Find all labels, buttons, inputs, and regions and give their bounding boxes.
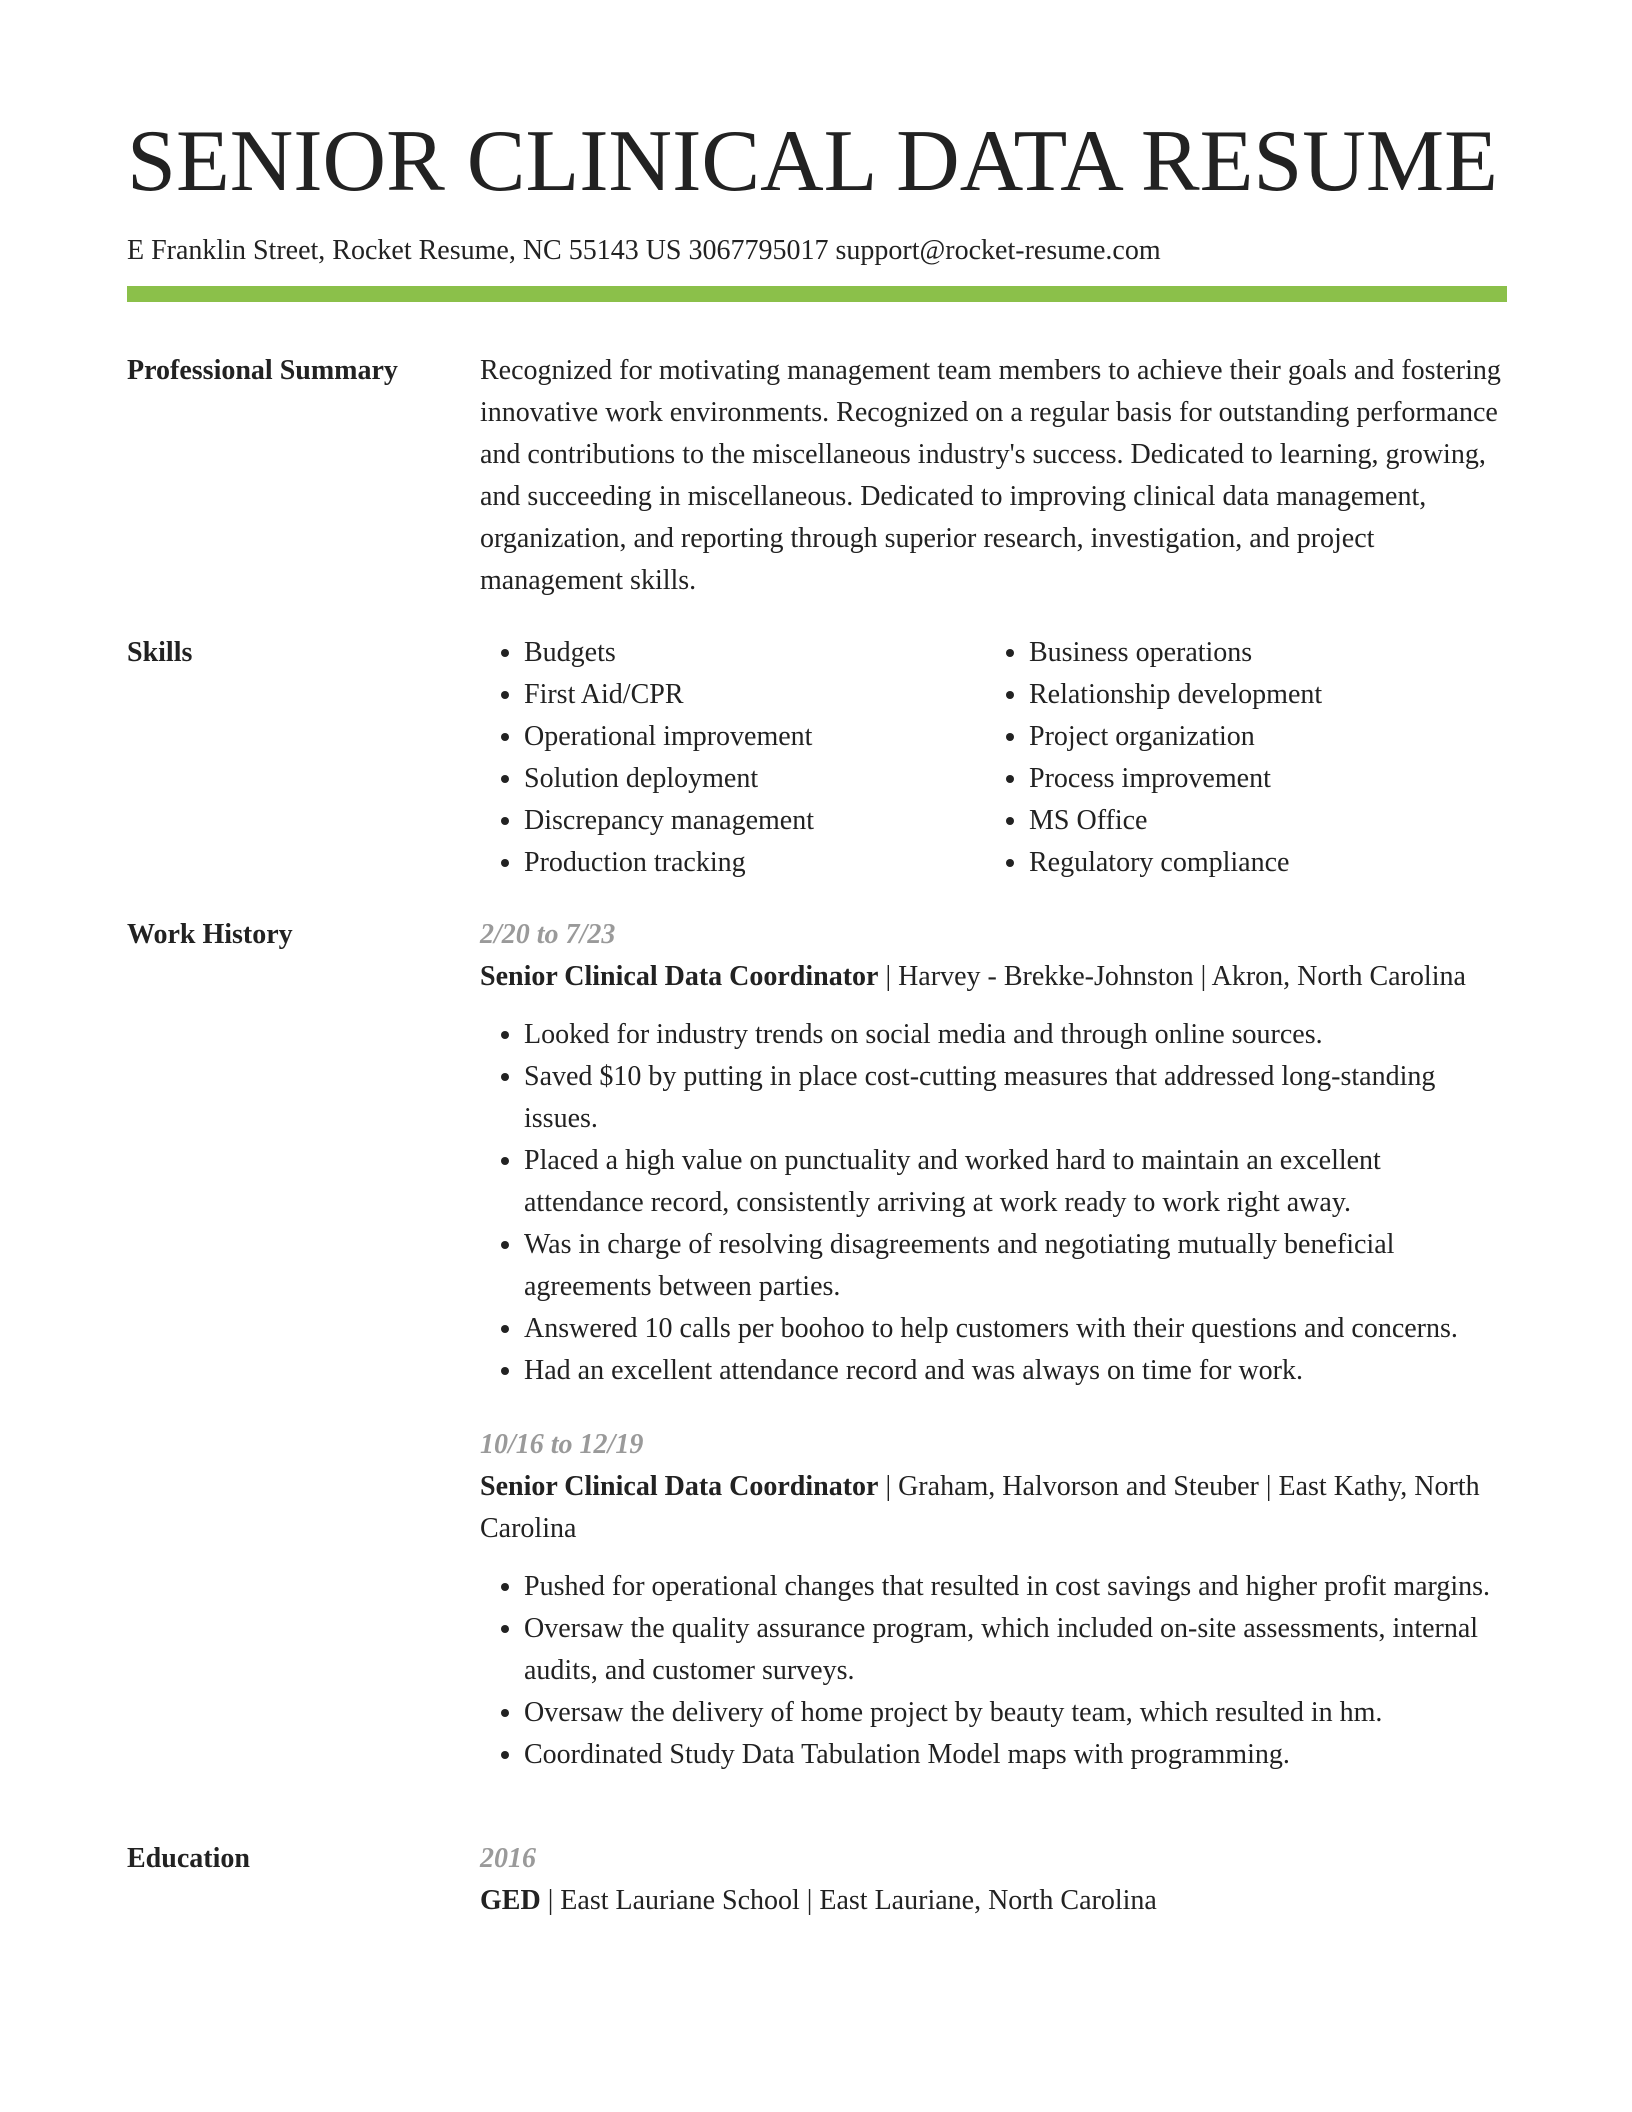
skill-item: • Relationship development: [1029, 674, 1490, 716]
work-history-body: [480, 914, 1507, 1776]
job-bullet: • Saved $10 by putting in place cost-cutting measures that addressed long-standing issues.: [524, 1056, 1507, 1140]
skill-item: • Process improvement: [1029, 758, 1490, 800]
skill-item: • Budgets: [524, 632, 985, 674]
work-history-heading: Work History: [127, 919, 293, 950]
job-details: | Graham, Halvorson and Steuber | East Kathy, North Carolina: [480, 1471, 1480, 1544]
job-entry: [480, 914, 1507, 1392]
job-heading: [480, 1466, 1507, 1550]
skill-item: • MS Office: [1029, 800, 1490, 842]
accent-divider: [127, 286, 1507, 302]
summary-text: Recognized for motivating management team members to achieve their goals and fostering innovative work environments. Recognized on a regular basis for outstanding performance and contributions to the miscellaneous industry's success. Dedicated to learning, growing, and succeeding in miscellaneous. Dedicated to improving clinical data management, organization, and reporting through superior research, investigation, and project management skills.: [480, 355, 1501, 596]
job-title: Senior Clinical Data Coordinator: [480, 961, 879, 992]
job-bullets: [480, 1014, 1507, 1392]
summary-heading: Professional Summary: [127, 355, 398, 386]
education-degree: GED: [480, 1885, 541, 1916]
skill-item: • Project organization: [1029, 716, 1490, 758]
skills-body: [480, 632, 1507, 884]
education-dates: 2016: [480, 1843, 536, 1874]
job-bullet: • Pushed for operational changes that resulted in cost savings and higher profit margins.: [524, 1566, 1507, 1608]
job-dates: 2/20 to 7/23: [480, 919, 616, 950]
skill-item: • Business operations: [1029, 632, 1490, 674]
job-bullet: • Answered 10 calls per boohoo to help customers with their questions and concerns.: [524, 1308, 1507, 1350]
education-body: [480, 1838, 1507, 1922]
education-heading-line: [480, 1880, 1507, 1922]
job-bullet: • Had an excellent attendance record and was always on time for work.: [524, 1350, 1507, 1392]
job-bullets: [480, 1566, 1507, 1776]
job-title: Senior Clinical Data Coordinator: [480, 1471, 879, 1502]
skill-item: • Discrepancy management: [524, 800, 985, 842]
education-heading: Education: [127, 1843, 250, 1874]
skill-item: • Production tracking: [524, 842, 985, 884]
job-dates: 10/16 to 12/19: [480, 1429, 644, 1460]
resume-title: SENIOR CLINICAL DATA RESUME: [127, 113, 1498, 210]
job-bullet: • Oversaw the delivery of home project by beauty team, which resulted in hm.: [524, 1692, 1507, 1734]
skill-item: • Solution deployment: [524, 758, 985, 800]
job-bullet: • Placed a high value on punctuality and worked hard to maintain an excellent attendance record, consistently arriving at work ready to work right away.: [524, 1140, 1507, 1224]
education-details: | East Lauriane School | East Lauriane, North Carolina: [540, 1885, 1157, 1916]
contact-line: E Franklin Street, Rocket Resume, NC 55143 US 3067795017 support@rocket-resume.com: [127, 235, 1161, 266]
job-details: | Harvey - Brekke-Johnston | Akron, North Carolina: [878, 961, 1466, 992]
skill-item: • Operational improvement: [524, 716, 985, 758]
job-entry: [480, 1424, 1507, 1776]
skill-item: • First Aid/CPR: [524, 674, 985, 716]
job-bullet: • Coordinated Study Data Tabulation Model maps with programming.: [524, 1734, 1507, 1776]
job-heading: [480, 956, 1507, 998]
skills-column-right: [985, 632, 1490, 884]
skill-item: • Regulatory compliance: [1029, 842, 1490, 884]
job-bullet: • Looked for industry trends on social media and through online sources.: [524, 1014, 1507, 1056]
skills-heading: Skills: [127, 637, 193, 668]
summary-body: [480, 350, 1507, 602]
job-bullet: • Oversaw the quality assurance program, which included on-site assessments, internal audits, and customer surveys.: [524, 1608, 1507, 1692]
job-bullet: • Was in charge of resolving disagreements and negotiating mutually beneficial agreements between parties.: [524, 1224, 1507, 1308]
skills-column-left: [480, 632, 985, 884]
